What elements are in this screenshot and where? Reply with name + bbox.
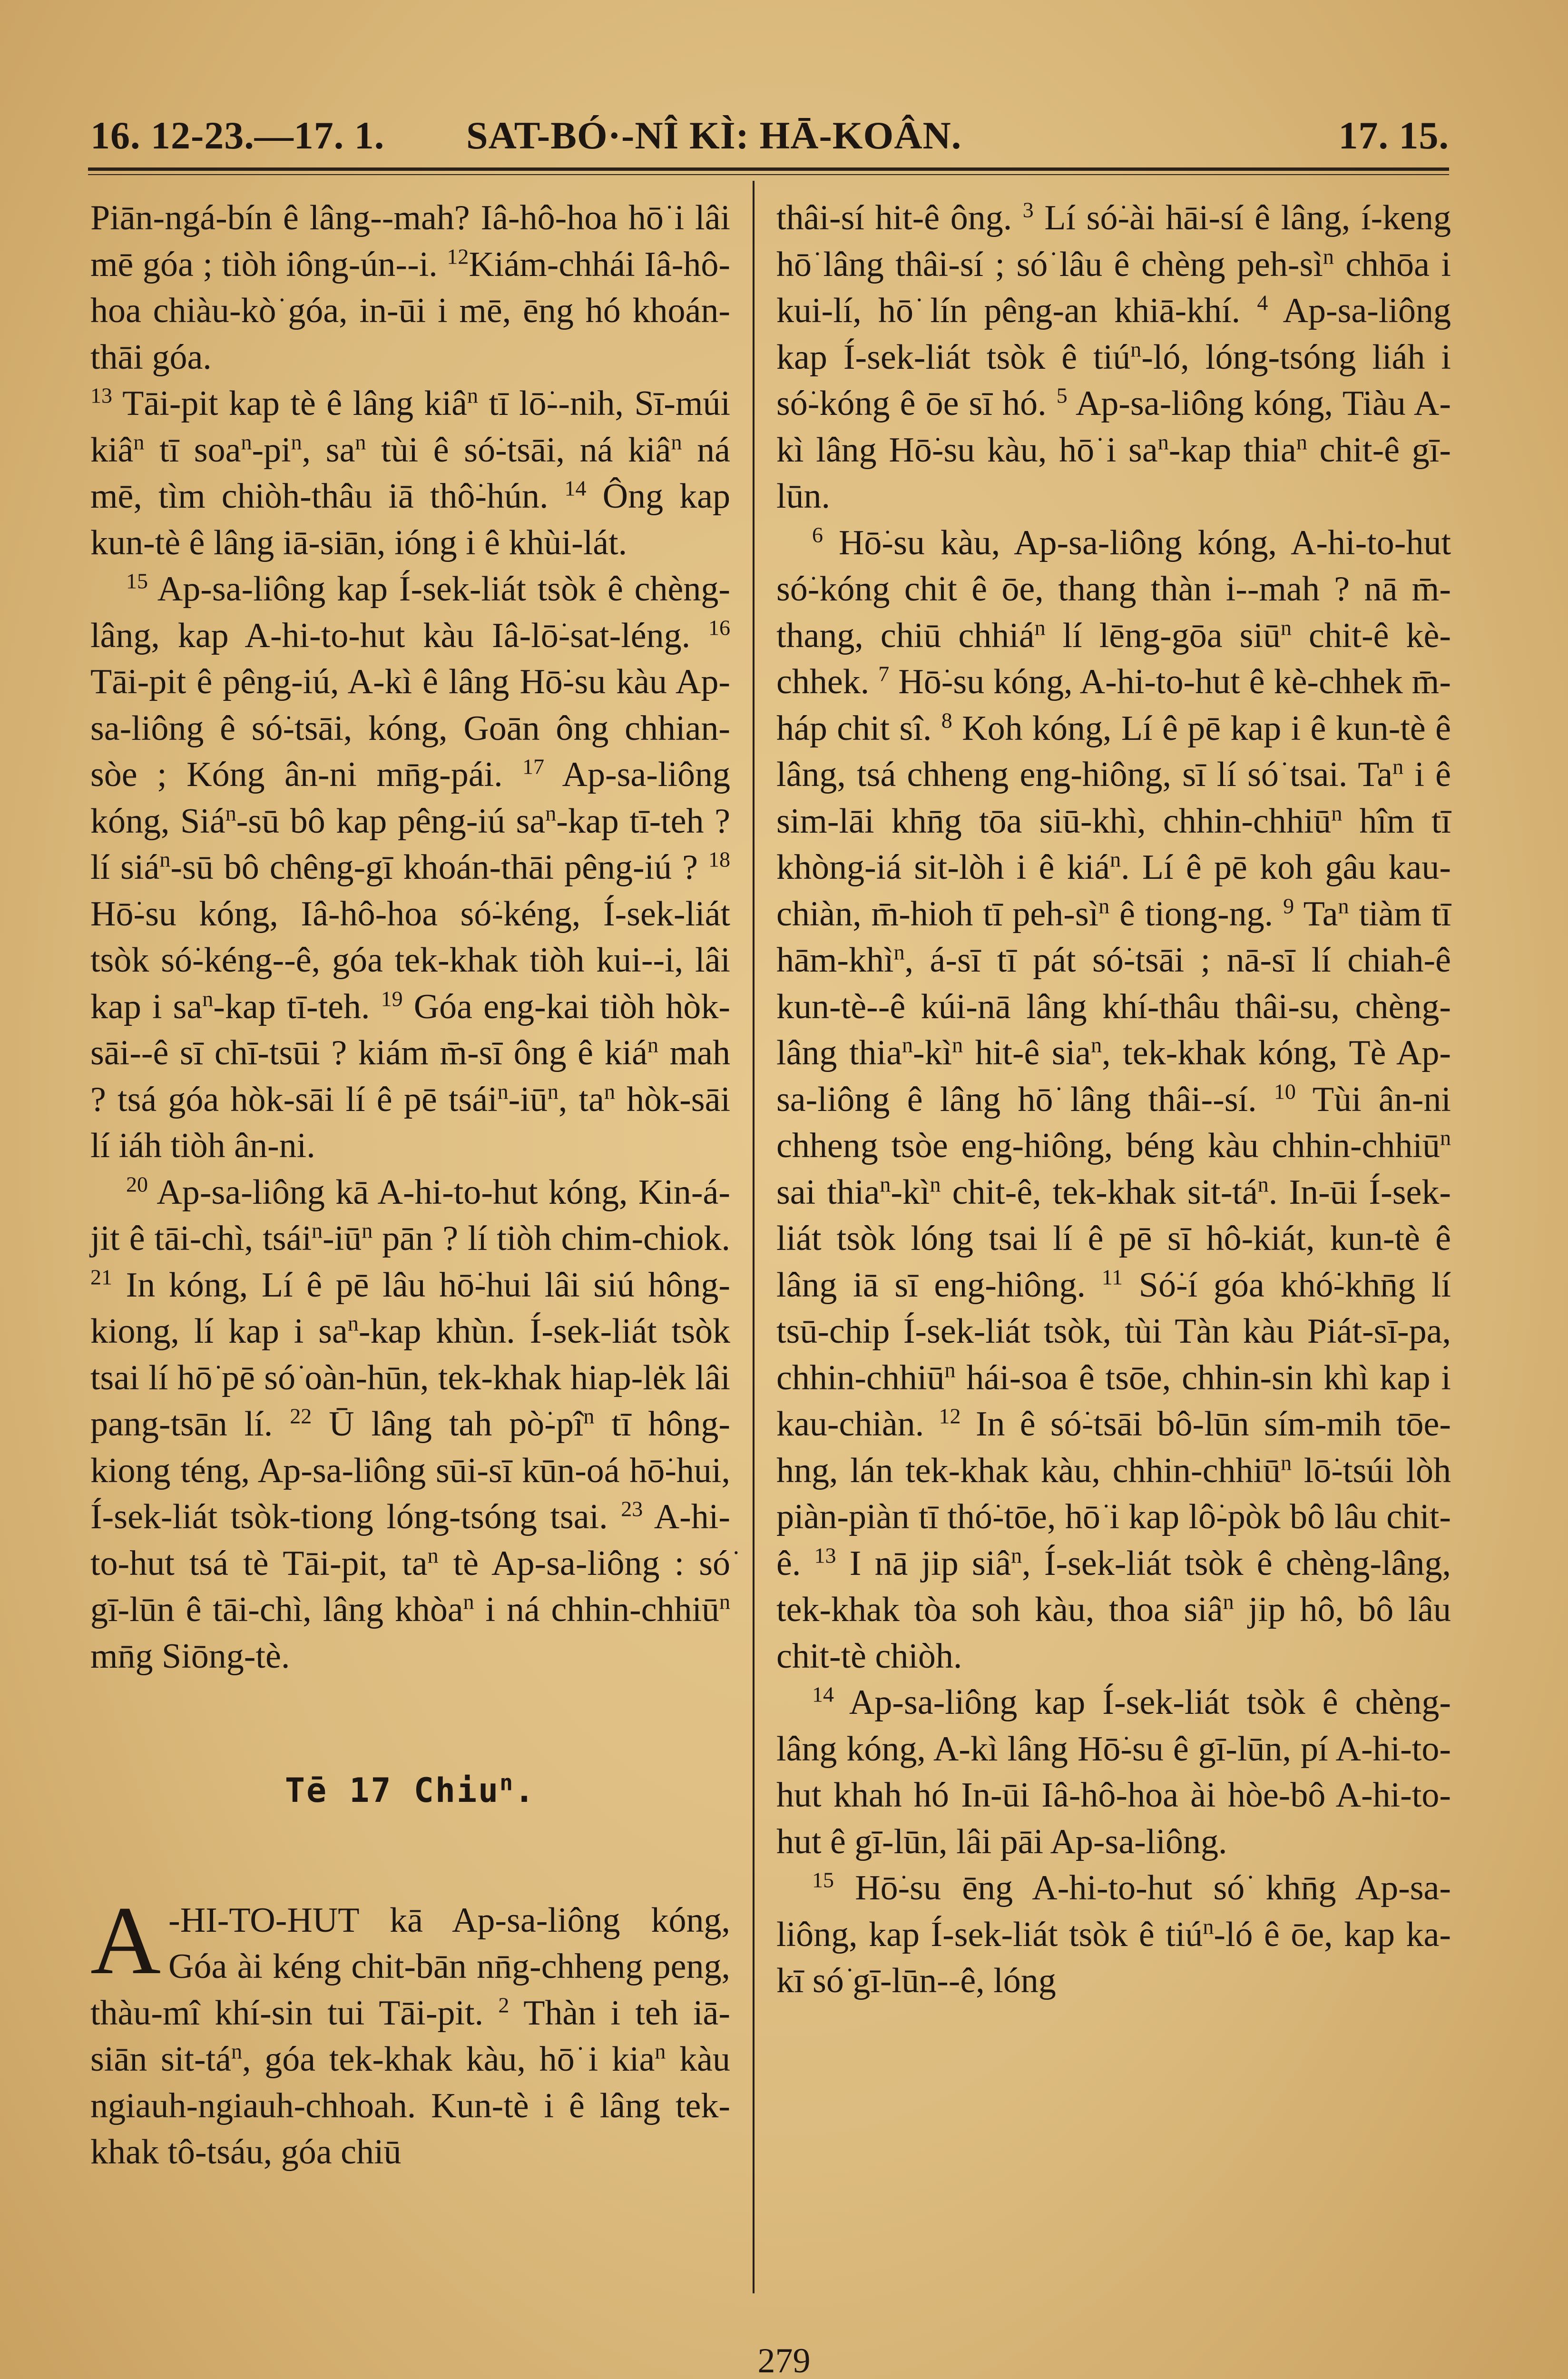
verse-paragraph: $^{15}$ Hō͘-su ēng A-hi-to-hut só͘ khn̄g Ap-sa-liông, kap Í-sek-liát tsòk ê tiú$^n$-ló ê ōe, kap ka-kī só͘ gī-lūn--ê, lóng <box>776 1868 1451 2000</box>
left-column-paragraphs <box>90 195 730 1680</box>
verse-paragraph: $^{14}$ Ap-sa-liông kap Í-sek-liát tsòk ê chèng-lâng kóng, A-kì lâng Hō͘-su ê gī-lūn, pí A-hi-to-hut khah hó In-ūi Iâ-hô-hoa ài hòe-bô A-hi-to-hut ê gī-lūn, lâi pāi Ap-sa-liông. <box>776 1682 1451 1861</box>
drop-cap: A <box>90 1886 161 1995</box>
header-rule-thin <box>88 174 1449 175</box>
verse-paragraph: Piān-ngá-bín ê lâng--mah? Iâ-hô-hoa hō͘ i lâi mē góa ; tiòh iông-ún--i. $^{12}$Kiám-chhái Iâ-hô-hoa chiàu-kò͘ góa, in-ūi i mē, ēng hó khoán-thāi góa. <box>90 198 730 377</box>
running-header <box>90 113 1449 166</box>
column-divider <box>753 181 755 2293</box>
header-end-verse: 17. 15. <box>1338 114 1449 157</box>
left-column <box>90 195 730 2176</box>
chapter-heading: Tē 17 Chiu$^n$. <box>284 1770 536 1810</box>
verse-paragraph: $^{20}$ Ap-sa-liông kā A-hi-to-hut kóng, Kin-á-jit ê tāi-chì, $tsái^n-iū^n$ pān ? lí tiòh chim-chiok. $^{21}$ In kóng, Lí ê pē lâu hō͘-hui lâi siú hông-kiong, lí kap i $sa^n$-kap khùn. Í-sek-liát tsòk tsai lí hō͘ pē só͘ oàn-hūn, tek-khak hiap-lėk lâi pang-tsān lí. $^{22}$ Ū lâng tah $pò͘-pî^n$ tī hông-kiong téng, Ap-sa-liông sūi-sī kūn-oá hō͘-hui, Í-sek-liát tsòk-tiong lóng-tsóng tsai. $^{23}$ A-hi-to-hut tsá tè Tāi-pit, $ta^n$ tè Ap-sa-liông : só͘ gī-lūn ê tāi-chì, lâng khòa$^n$ i ná chhin-chhiū$^n$ mn̄g Siōng-tè. <box>90 1171 731 1676</box>
right-column <box>776 195 1451 2005</box>
header-rule-thick <box>88 167 1449 171</box>
verse-paragraph: thâi-sí hit-ê ông. $^3$ Lí só͘-ài hāi-sí ê lâng, í-keng hō͘ lâng thâi-sí ; só͘ lâu ê chèng peh-$sì^n$ chhōa i kui-lí, hō͘ lín pêng-an khiā-khí. $^4$ Ap-sa-liông kap Í-sek-liát tsòk ê tiú$^n$-ló, lóng-tsóng liáh i só͘-kóng ê ōe sī hó. $^5$ Ap-sa-liông kóng, Tiàu A-kì lâng Hō͘-su kàu, hō͘ i $sa^n$-kap thia$^n$ chit-ê gī-lūn. <box>776 197 1451 516</box>
right-column-paragraphs <box>776 195 1451 2005</box>
chapter-opening-text: -HI-TO-HUT kā Ap-sa-liông kóng, Góa ài kéng chit-bān nn̄g-chheng peng, thàu-mî khí-sin tui Tāi-pit. $^2$ Thàn i teh iā-siān sit-$tá^n$, góa tek-khak kàu, hō͘ i kia$^n$ kàu ngiauh-ngiauh-chhoah. Kun-tè i ê lâng tek-khak tô-tsáu, góa chiū <box>90 1900 730 2172</box>
header-verse-range: 16. 12-23.—17. 1. <box>90 114 385 157</box>
page-number: 279 <box>757 2341 811 2379</box>
verse-paragraph: $^6$ Hō͘-su kàu, Ap-sa-liông kóng, A-hi-to-hut só͘-kóng chit ê ōe, thang thàn i--mah ? nā m̄-thang, chiū chhiá$^n$ lí lēng-gōa siū$^n$ chit-ê kè-chhek. $^7$ Hō͘-su kóng, A-hi-to-hut ê kè-chhek m̄-háp chit sî. $^8$ Koh kóng, Lí ê pē kap i ê kun-tè ê lâng, tsá chheng eng-hiông, sī lí só͘ tsai. Ta$^n$ i ê sim-lāi khn̄g tōa siū-khì, chhin-chhiū$^n$ hîm tī khòng-iá sit-lòh i ê kiá$^n$. Lí ê pē koh gâu kau-chiàn, m̄-hioh tī peh-$sì^n$ ê tiong-ng. $^9$ Ta$^n$ tiàm tī hām-khì$^n$, á-sī tī pát só͘-tsāi ; nā-sī lí chiah-ê kun-tè--ê kúi-nā lâng khí-thâu thâi-su, chèng-lâng $thia^n-kì^n$ hit-ê sia$^n$, tek-khak kóng, Tè Ap-sa-liông ê lâng hō͘ lâng thâi--sí. $^{10}$ Tùi ân-ni chheng tsòe eng-hiông, béng kàu chhin-chhiū$^n$ sai $thia^n-kì^n$ chit-ê, tek-khak sit-$tá^n$. In-ūi Í-sek-liát tsòk lóng tsai lí ê pē sī hô-kiát, kun-tè ê lâng iā sī eng-hiông. $^{11}$ Só͘-í góa khó͘-khn̄g lí tsū-chip Í-sek-liát tsòk, tùi Tàn kàu Piát-sī-pa, chhin-chhiū$^n$ hái-soa ê tsōe, chhin-sin khì kap i kau-chiàn. $^{12}$ In ê só͘-tsāi bô-lūn sím-mih tōe-hng, lán tek-khak kàu, chhin-chhiū$^n$ lō͘-tsúi lòh piàn-piàn tī thó͘-tōe, hō͘ i kap lô͘-pòk bô lâu chit-ê. $^{13}$ I nā jip siâ$^n$, Í-sek-liát tsòk ê chèng-lâng, tek-khak tòa soh kàu, thoa siâ$^n$ jip hô, bô lâu chit-tè chiòh. <box>776 522 1451 1676</box>
header-book-title: SAT-BÓ·-NÎ KÌ: HĀ-KOÂN. <box>466 114 962 157</box>
verse-paragraph: $^{15}$ Ap-sa-liông kap Í-sek-liát tsòk ê chèng-lâng, kap A-hi-to-hut kàu Iâ-lō͘-sat-léng. $^{16}$ Tāi-pit ê pêng-iú, A-kì ê lâng Hō͘-su kàu Ap-sa-liông ê só͘-tsāi, kóng, Goān ông chhian-sòe ; Kóng ân-ni mn̄g-pái. $^{17}$ Ap-sa-liông kóng, Siá$^n$-sū bô kap pêng-iú $sa^n$-kap tī-teh ? lí siá$^n$-sū bô chêng-gī khoán-thāi pêng-iú ? $^{18}$ Hō͘-su kóng, Iâ-hô-hoa só͘-kéng, Í-sek-liát tsòk só͘-kéng--ê, góa tek-khak tiòh kui--i, lâi kap i $sa^n$-kap tī-teh. $^{19}$ Góa eng-kai tiòh hòk-sāi--ê sī chī-tsūi ? kiám m̄-sī ông ê kiá$^n$ mah ? tsá góa hòk-sāi lí ê pē $tsái^n-iū^n$, $ta^n$ hòk-sāi lí iáh tiòh ân-ni. <box>90 569 731 1165</box>
verse-paragraph: $^{13}$ Tāi-pit kap tè ê lâng kiâ$^n$ tī lō͘--nih, Sī-múi kiâ$^n$ tī $soa^n-pi^n$, $sa^n$ tùi ê só͘-tsāi, ná kiâ$^n$ ná mē, tìm chiòh-thâu iā thô͘-hún. $^{14}$ Ông kap kun-tè ê lâng iā-siān, ióng i ê khùi-lát. <box>90 383 731 562</box>
chapter-opening-paragraph <box>90 1886 730 2176</box>
